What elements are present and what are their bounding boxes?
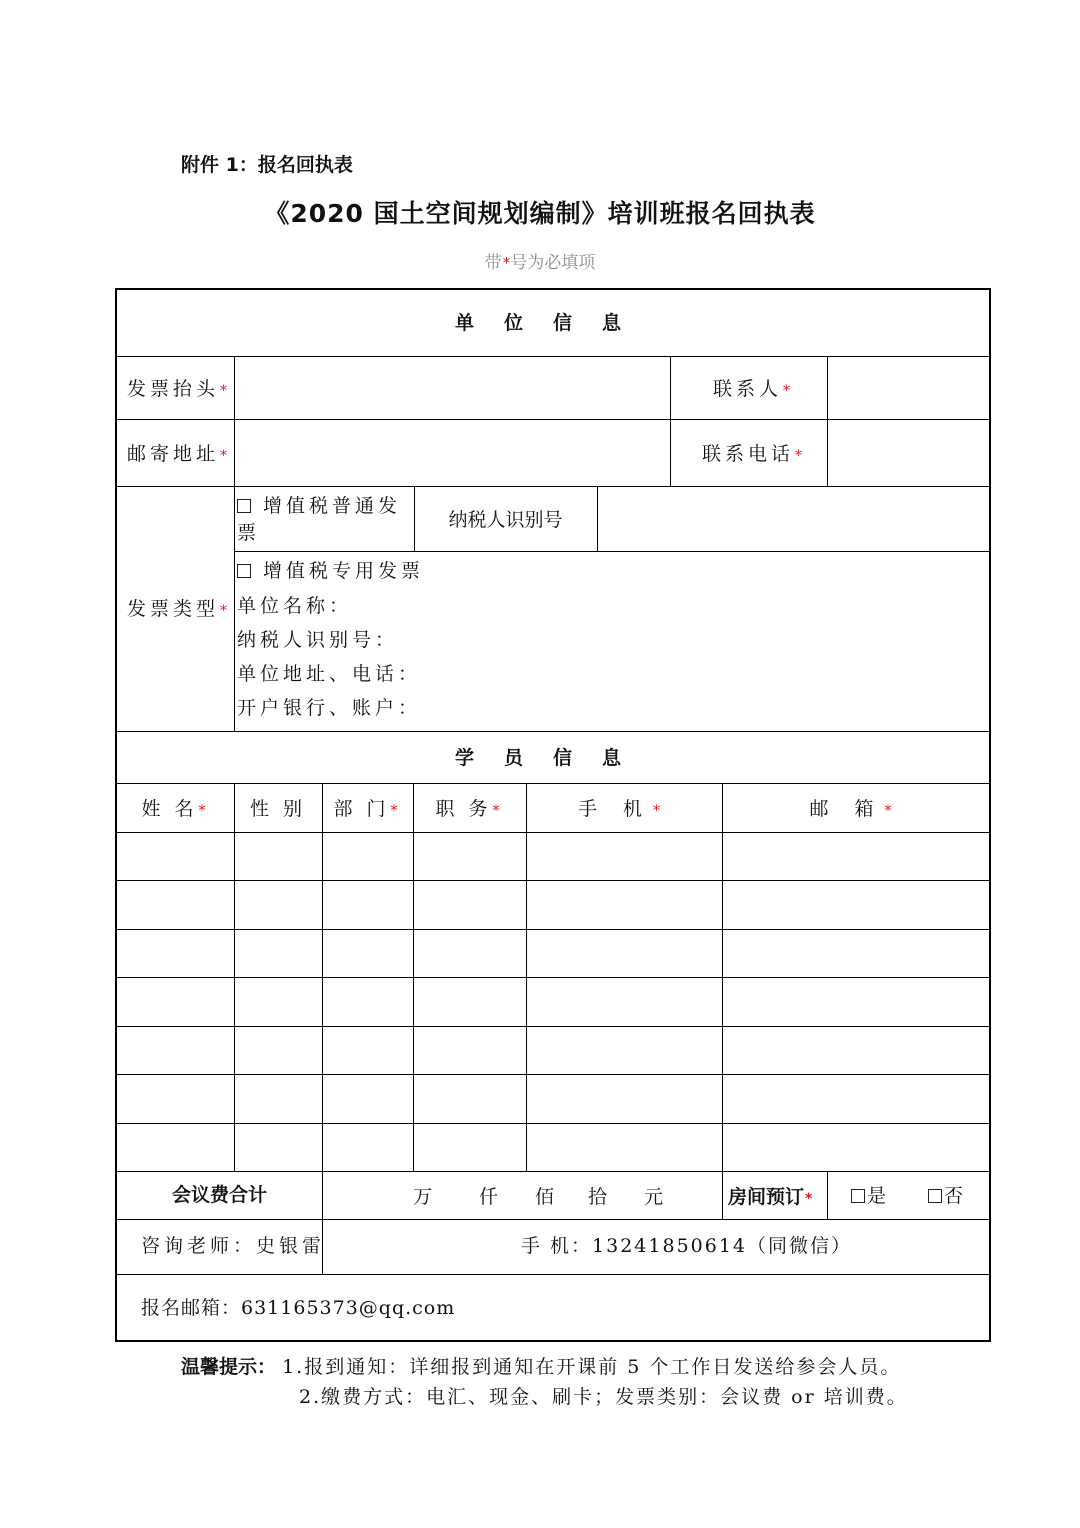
invoice-title-field[interactable]: [235, 357, 670, 419]
special-invoice-option[interactable]: 增值税专用发票: [237, 559, 424, 583]
col-header-mobile: 手 机*: [577, 798, 671, 820]
consult-teacher: 咨询老师：史银雷: [141, 1235, 326, 1257]
fee-unit-wan: 万: [413, 1186, 433, 1208]
contact-label: 联系人*: [713, 378, 795, 400]
taxpayer-id-field[interactable]: [598, 487, 989, 551]
row-divider: [117, 1219, 989, 1220]
col-header-department: 部 门*: [333, 798, 402, 820]
unit-section-heading: 单位信息: [454, 312, 651, 334]
col-header-name: 姓 名*: [141, 798, 210, 820]
col-header-email: 邮 箱*: [809, 798, 902, 820]
mail-address-field[interactable]: [235, 420, 670, 486]
col-divider: [670, 356, 671, 486]
fee-unit-bai: 佰: [535, 1186, 555, 1208]
contact-phone-label: 联系电话*: [702, 443, 807, 465]
room-no-option[interactable]: 否: [928, 1184, 963, 1208]
col-header-gender: 性 别: [249, 798, 307, 820]
room-yes-option[interactable]: 是: [851, 1184, 886, 1208]
student-section-heading: 学员信息: [454, 747, 651, 769]
page-title: 《2020 国土空间规划编制》培训班报名回执表: [264, 199, 816, 228]
row-divider: [117, 783, 989, 784]
required-star: *: [502, 254, 511, 272]
room-no-checkbox[interactable]: [928, 1189, 942, 1203]
fee-unit-yuan: 元: [644, 1186, 664, 1208]
col-divider: [827, 1171, 828, 1219]
registration-form: [115, 288, 991, 1342]
fee-unit-shi: 拾: [588, 1186, 608, 1208]
row-divider: [234, 551, 989, 552]
contact-phone-field[interactable]: [828, 420, 989, 486]
required-note-after: 号为必填项: [510, 253, 596, 273]
required-note-before: 带: [484, 253, 502, 273]
special-field-taxpayer-id: 纳税人识别号：: [237, 629, 399, 651]
row-divider: [117, 731, 989, 732]
row-divider: [117, 1171, 989, 1172]
special-field-unit-name: 单位名称：: [237, 595, 353, 617]
fee-unit-qian: 仟: [479, 1186, 499, 1208]
invoice-type-label: 发票类型*: [127, 598, 232, 620]
required-note: [0, 248, 1080, 273]
room-yes-checkbox[interactable]: [851, 1189, 865, 1203]
invoice-title-label: 发票抬头*: [127, 378, 232, 400]
contact-field[interactable]: [828, 357, 989, 419]
tips-label: 温馨提示：: [181, 1356, 277, 1378]
normal-invoice-checkbox[interactable]: [237, 499, 251, 513]
room-booking-label: 房间预订*: [728, 1186, 813, 1208]
attachment-label: 附件 1：报名回执表: [181, 154, 353, 176]
student-rows[interactable]: [117, 833, 989, 1171]
consult-phone: 手 机：13241850614（同微信）: [521, 1235, 853, 1257]
special-field-address-phone: 单位地址、电话：: [237, 663, 422, 685]
normal-invoice-option-wrap: 票: [237, 522, 257, 544]
special-invoice-checkbox[interactable]: [237, 564, 251, 578]
row-divider: [117, 1274, 989, 1275]
mail-address-label: 邮寄地址*: [127, 443, 232, 465]
registration-email: 报名邮箱：631165373@qq.com: [141, 1297, 456, 1319]
fee-total-label: 会议费合计: [171, 1184, 267, 1206]
special-field-bank-account: 开户银行、账户：: [237, 697, 422, 719]
col-header-position: 职 务*: [435, 798, 504, 820]
taxpayer-id-label: 纳税人识别号: [448, 509, 563, 531]
tip-line-1: 1.报到通知：详细报到通知在开课前 5 个工作日发送给参会人员。: [282, 1356, 902, 1378]
tip-line-2: 2.缴费方式：电汇、现金、刷卡；发票类别：会议费 or 培训费。: [299, 1386, 908, 1408]
tips: [181, 1352, 908, 1412]
normal-invoice-option[interactable]: 增值税普通发: [237, 494, 401, 518]
